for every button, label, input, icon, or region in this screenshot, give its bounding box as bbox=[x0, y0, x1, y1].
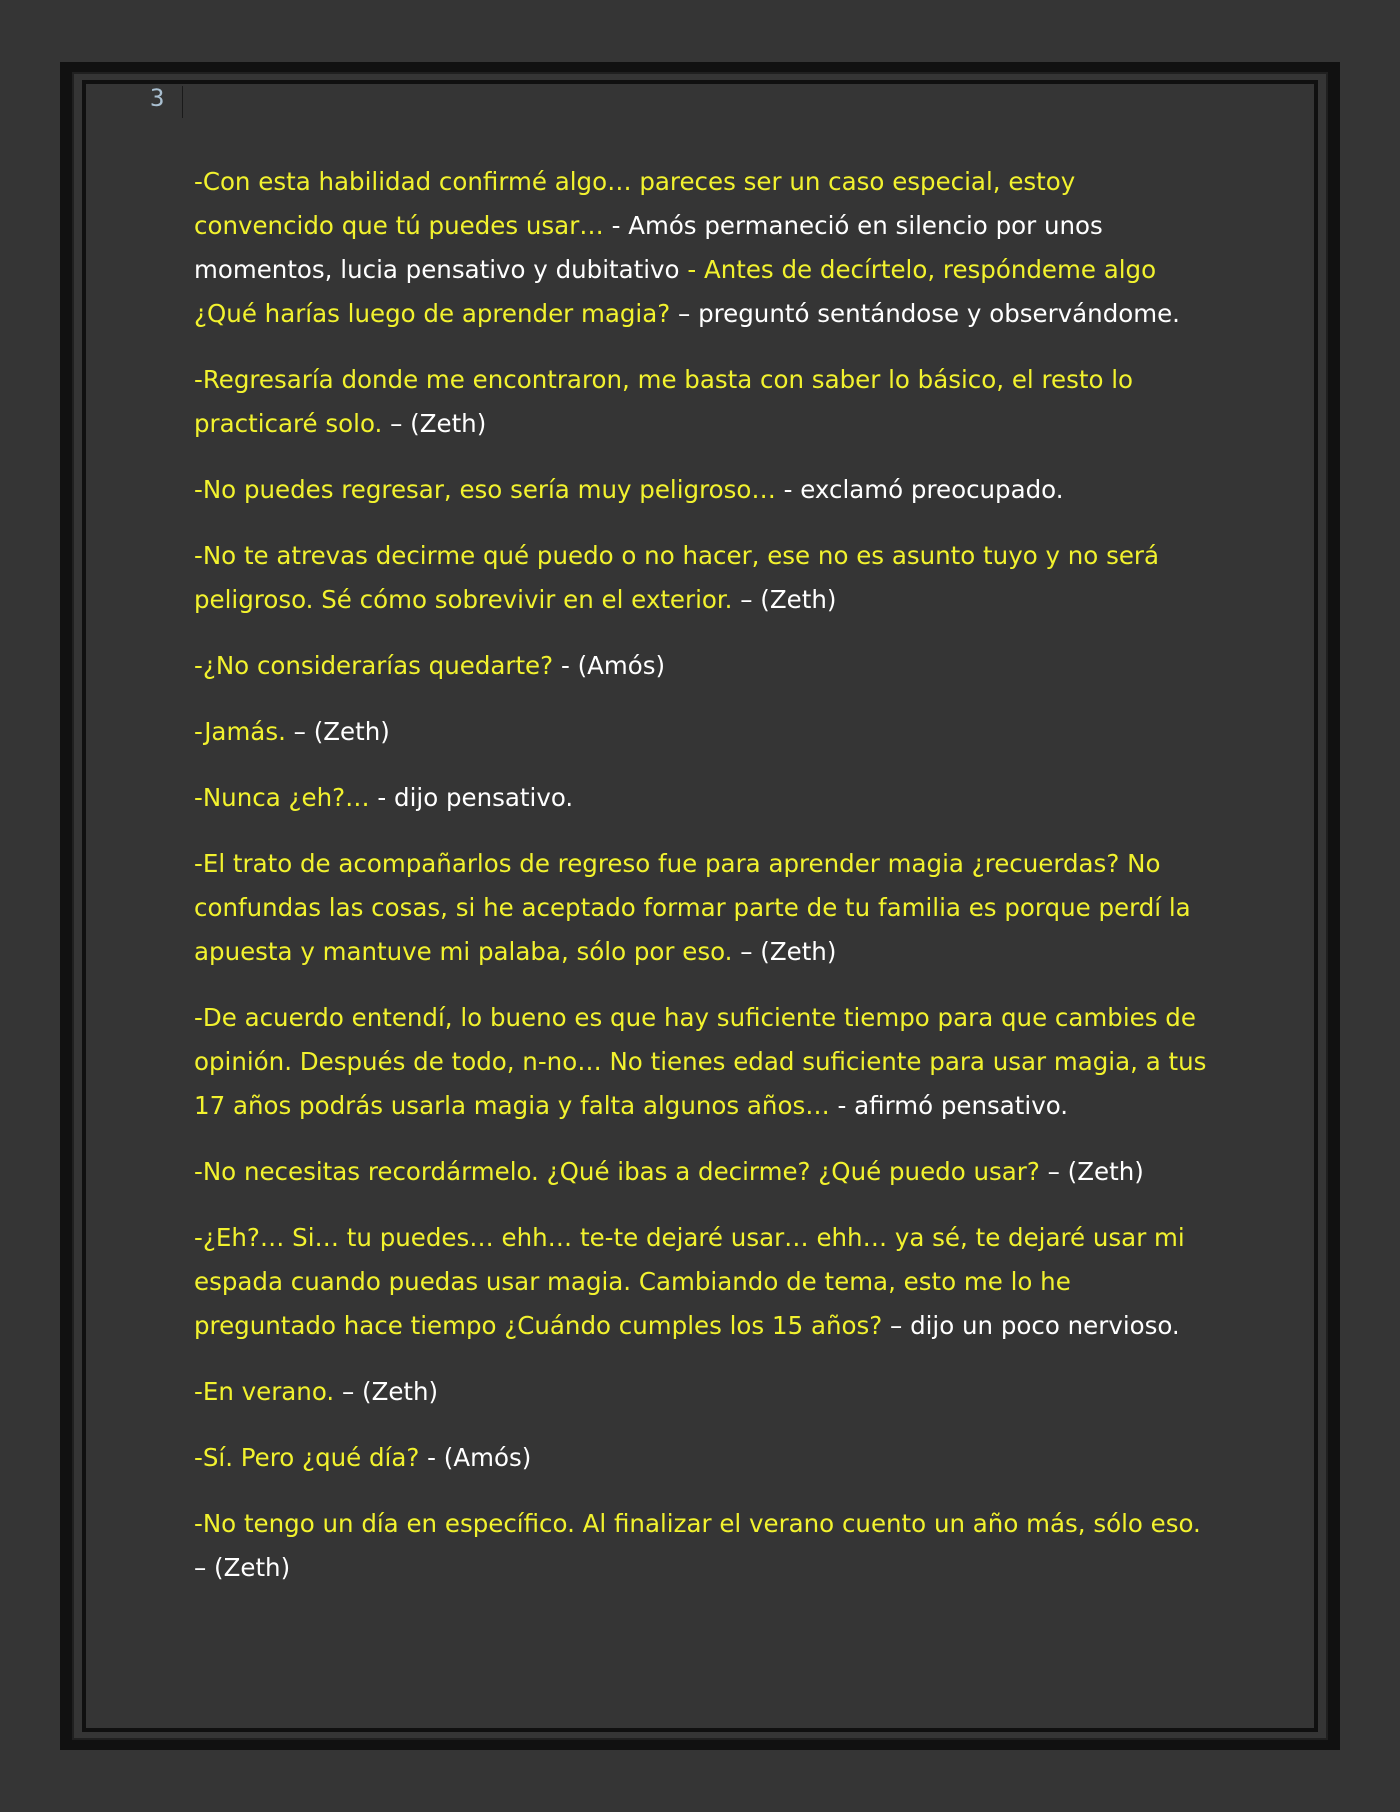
paragraph bbox=[194, 644, 1214, 688]
paragraph bbox=[194, 1216, 1214, 1348]
narration-text: - dijo pensativo. bbox=[377, 783, 574, 812]
paragraph bbox=[194, 1150, 1214, 1194]
dialogue-text: -No puedes regresar, eso sería muy peligroso… bbox=[194, 475, 784, 504]
paragraph bbox=[194, 842, 1214, 974]
page-number-divider bbox=[182, 86, 183, 118]
narration-text: – preguntó sentándose y observándome. bbox=[678, 299, 1180, 328]
narration-text: – (Zeth) bbox=[1047, 1157, 1144, 1186]
dialogue-text: -No te atrevas decirme qué puedo o no hacer, ese no es asunto tuyo y no será peligroso. Sé cómo sobrevivir en el exterior. bbox=[194, 541, 1159, 614]
narration-text: - exclamó preocupado. bbox=[783, 475, 1064, 504]
dialogue-text: -¿Eh?… Si… tu puedes… ehh… te-te dejaré usar… ehh… ya sé, te dejaré usar mi espada cuando puedas usar magia. Cambiando de tema, esto me lo he preguntado hace tiempo ¿Cuándo cumples los 15 años? bbox=[194, 1223, 1185, 1340]
dialogue-text: -El trato de acompañarlos de regreso fue para aprender magia ¿recuerdas? No confundas las cosas, si he aceptado formar parte de tu familia es porque perdí la apuesta y mantuve mi palaba, sólo por eso. bbox=[194, 849, 1191, 966]
paragraph bbox=[194, 534, 1214, 622]
paragraph bbox=[194, 160, 1214, 336]
paragraph bbox=[194, 358, 1214, 446]
dialogue-text: -Regresaría donde me encontraron, me basta con saber lo básico, el resto lo practicaré solo. bbox=[194, 365, 1134, 438]
dialogue-text: -No necesitas recordármelo. ¿Qué ibas a decirme? ¿Qué puedo usar? bbox=[194, 1157, 1048, 1186]
paragraph bbox=[194, 1436, 1214, 1480]
dialogue-text: -Con esta habilidad confirmé algo… pareces ser un caso especial, estoy convencido que tú puedes usar… bbox=[194, 167, 1076, 240]
narration-text: – (Zeth) bbox=[194, 1553, 291, 1582]
narration-text: - Amós permaneció en silencio por unos momentos, lucia pensativo y dubitativo bbox=[194, 211, 1103, 284]
paragraph bbox=[194, 996, 1214, 1128]
narration-text: – (Zeth) bbox=[293, 717, 390, 746]
paragraph bbox=[194, 776, 1214, 820]
paragraph bbox=[194, 710, 1214, 754]
narration-text: - (Amós) bbox=[427, 1443, 532, 1472]
story-text bbox=[194, 160, 1214, 1612]
dialogue-text: -¿No considerarías quedarte? bbox=[194, 651, 561, 680]
dialogue-text: -No tengo un día en específico. Al finalizar el verano cuento un año más, sólo eso. bbox=[194, 1509, 1201, 1538]
narration-text: – (Zeth) bbox=[740, 585, 837, 614]
paragraph bbox=[194, 1502, 1214, 1590]
narration-text: – (Zeth) bbox=[390, 409, 487, 438]
dialogue-text: -De acuerdo entendí, lo bueno es que hay suficiente tiempo para que cambies de opinión. Después de todo, n-no… No tienes edad suficiente para usar magia, a tus 17 años podrás usarla magia y falta algunos años… bbox=[194, 1003, 1207, 1120]
dialogue-text: -Jamás. bbox=[194, 717, 294, 746]
page-number: 3 bbox=[150, 84, 165, 112]
paragraph bbox=[194, 1370, 1214, 1414]
narration-text: – (Zeth) bbox=[740, 937, 837, 966]
narration-text: - (Amós) bbox=[560, 651, 666, 680]
narration-text: – (Zeth) bbox=[341, 1377, 439, 1406]
dialogue-text: -Nunca ¿eh?… bbox=[194, 783, 378, 812]
narration-text: - afirmó pensativo. bbox=[837, 1091, 1069, 1120]
dialogue-text: -En verano. bbox=[194, 1377, 342, 1406]
dialogue-text: -Sí. Pero ¿qué día? bbox=[194, 1443, 428, 1472]
narration-text: – dijo un poco nervioso. bbox=[890, 1311, 1180, 1340]
dialogue-text: - Antes de decírtelo, respóndeme algo ¿Qué harías luego de aprender magia? bbox=[194, 255, 1157, 328]
paragraph bbox=[194, 468, 1214, 512]
